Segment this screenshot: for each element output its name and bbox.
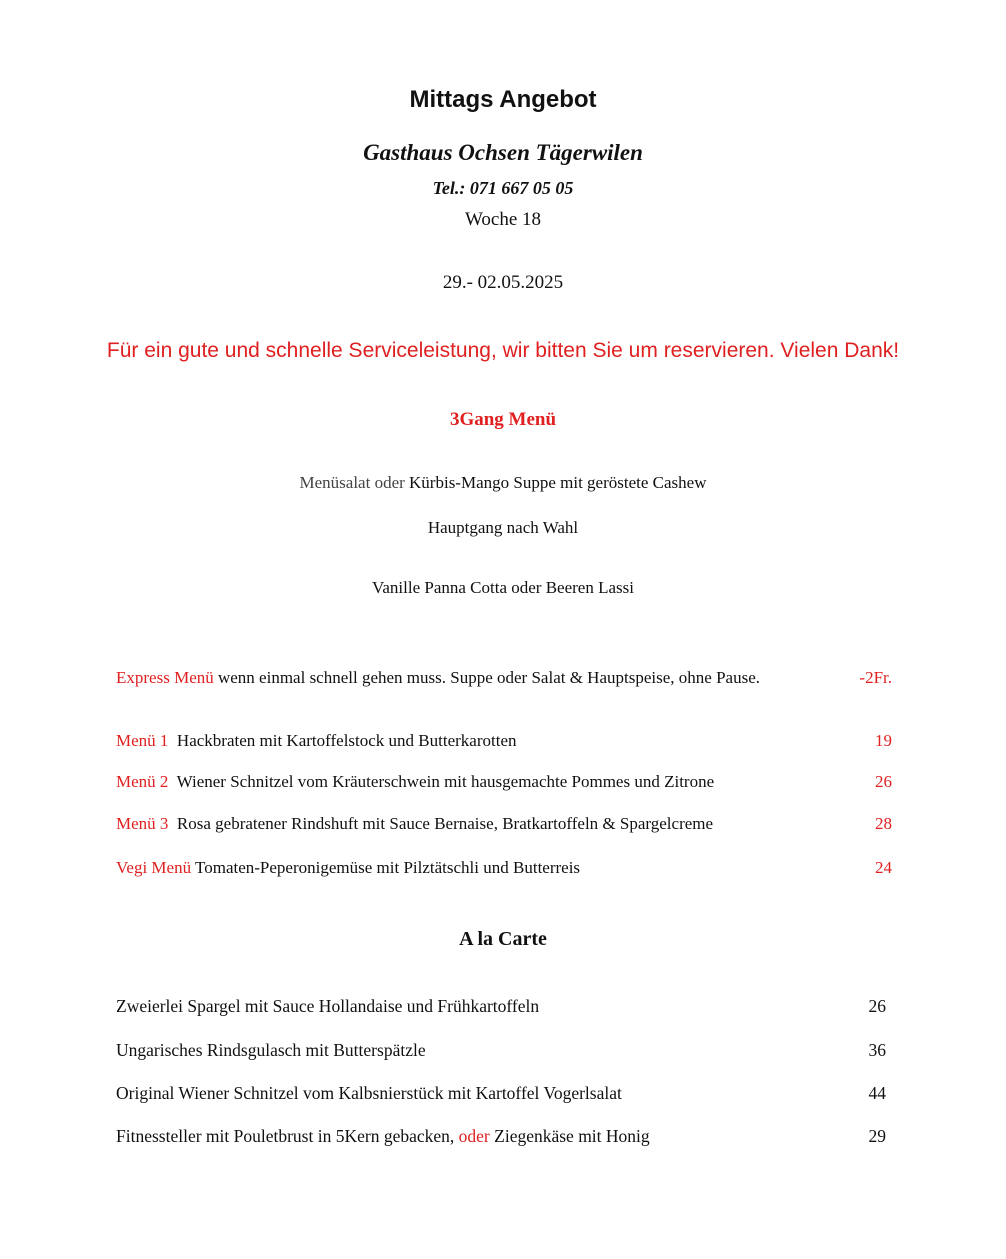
express-menu-row: [116, 668, 892, 688]
menu-text: Tomaten-Peperonigemüse mit Pilztätschli und Butterreis: [195, 858, 581, 877]
menu-text: Hackbraten mit Kartoffelstock und Butterkarotten: [176, 731, 517, 750]
menu-description: [116, 731, 517, 751]
menu-label: Menü 2: [116, 772, 169, 791]
date-range: 29.- 02.05.2025: [442, 272, 564, 293]
three-course-main: Hauptgang nach Wahl: [427, 518, 579, 537]
item-text: Ungarisches Rindsgulasch mit Butterspätzle: [116, 1040, 426, 1060]
express-menu-price: -2Fr.: [859, 668, 892, 687]
menu-row-2: [116, 772, 892, 792]
menu-description: [116, 814, 713, 834]
item-text: [116, 1126, 650, 1147]
menu-label: Menü 1: [116, 731, 169, 750]
item-text: Original Wiener Schnitzel vom Kalbsnierstück mit Kartoffel Vogerlsalat: [116, 1083, 622, 1103]
menu-description: [116, 772, 714, 792]
express-menu-label: Express Menü: [116, 668, 214, 687]
item-price: 36: [868, 1040, 886, 1060]
starter-option-a: Menüsalat oder: [299, 473, 405, 492]
item-connector: oder: [458, 1126, 490, 1146]
reservation-notice: Für ein gute und schnelle Serviceleistung, wir bitten Sie um reservieren. Vielen Dank!: [106, 339, 900, 362]
item-text-a: Fitnessteller mit Pouletbrust in 5Kern gebacken,: [116, 1126, 455, 1146]
menu-price: 24: [875, 858, 892, 877]
restaurant-name: Gasthaus Ochsen Tägerwilen: [363, 140, 643, 165]
menu-row-vegi: [116, 858, 892, 878]
menu-price: 26: [875, 772, 892, 791]
phone-number: Tel.: 071 667 05 05: [432, 178, 574, 198]
item-text-b: Ziegenkäse mit Honig: [494, 1126, 650, 1146]
express-menu-text: wenn einmal schnell gehen muss. Suppe oder Salat & Hauptspeise, ohne Pause.: [217, 668, 760, 687]
menu-row-1: [116, 731, 892, 751]
item-text: Zweierlei Spargel mit Sauce Hollandaise und Frühkartoffeln: [116, 996, 540, 1016]
a-la-carte-heading: A la Carte: [459, 928, 547, 950]
starter-option-b: Kürbis-Mango Suppe mit geröstete Cashew: [409, 473, 707, 492]
menu-label: Vegi Menü: [116, 858, 192, 877]
item-price: 44: [868, 1083, 886, 1103]
week-label: Woche 18: [464, 209, 542, 230]
menu-text: Wiener Schnitzel vom Kräuterschwein mit hausgemachte Pommes und Zitrone: [176, 772, 715, 791]
menu-label: Menü 3: [116, 814, 169, 833]
menu-row-3: [116, 814, 892, 834]
a-la-carte-item-2: [116, 1040, 886, 1061]
a-la-carte-item-1: [116, 996, 886, 1017]
a-la-carte-item-4: [116, 1126, 886, 1147]
three-course-starter: [0, 473, 1006, 493]
menu-price: 19: [875, 731, 892, 750]
three-course-heading: 3Gang Menü: [449, 409, 557, 430]
item-price: 26: [868, 996, 886, 1016]
menu-price: 28: [875, 814, 892, 833]
menu-text: Rosa gebratener Rindshuft mit Sauce Bernaise, Bratkartoffeln & Spargelcreme: [176, 814, 714, 833]
item-price: 29: [868, 1126, 886, 1146]
a-la-carte-item-3: [116, 1083, 886, 1104]
menu-description: [116, 858, 580, 878]
express-menu-description: [116, 668, 760, 688]
page-title: Mittags Angebot: [409, 86, 597, 113]
three-course-dessert: Vanille Panna Cotta oder Beeren Lassi: [371, 578, 634, 597]
